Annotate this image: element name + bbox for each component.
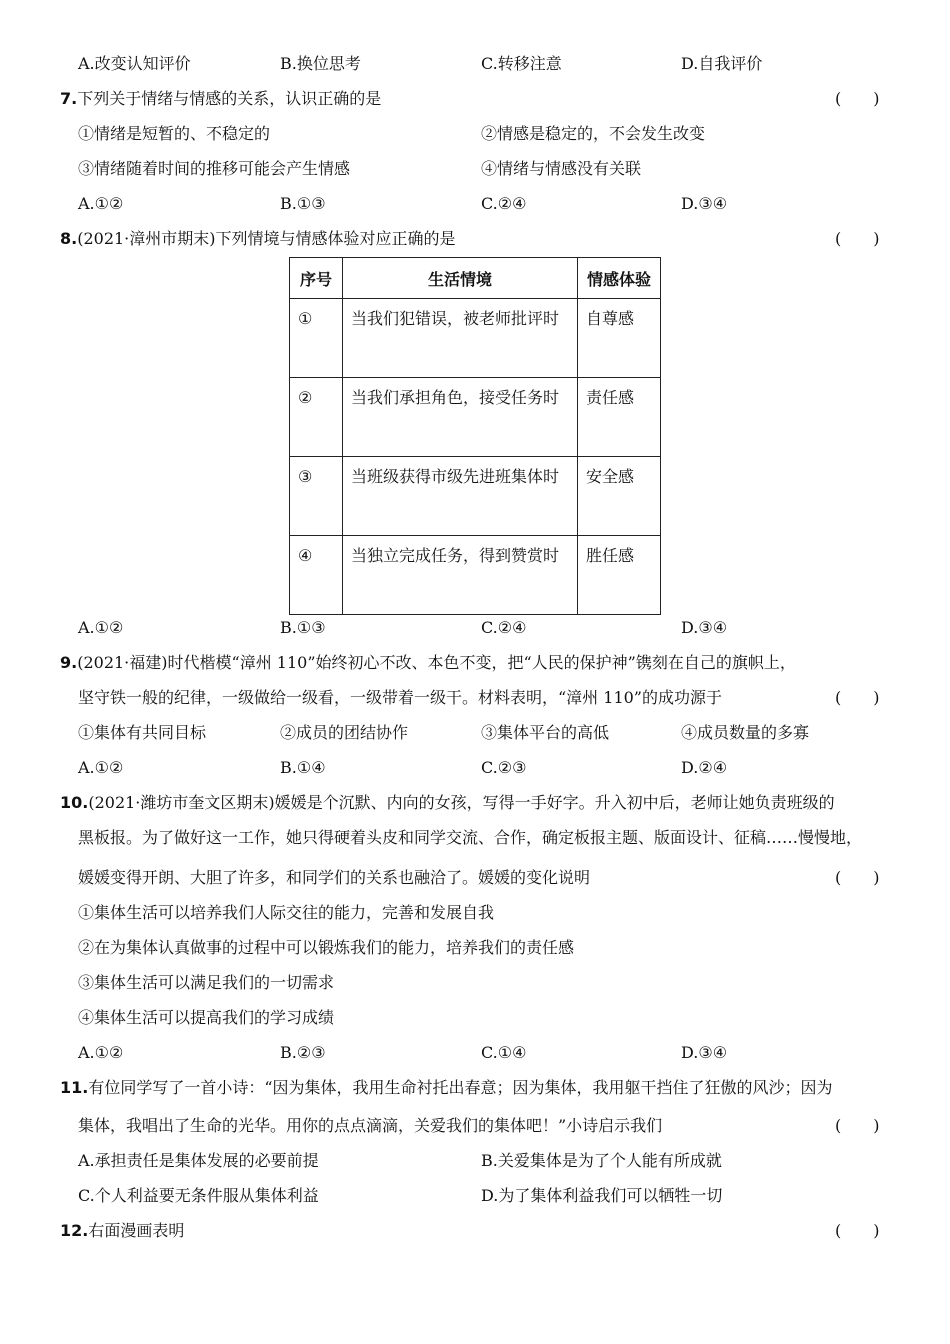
q8-option-b: B.①③ <box>280 618 326 637</box>
q6-option-d: D.自我评价 <box>681 54 763 73</box>
q11-stem-line1 <box>60 1078 833 1098</box>
q7-statement-2: ②情感是稳定的，不会发生改变 <box>481 124 706 143</box>
q9-option-c: C.②③ <box>481 758 527 777</box>
q10-option-b: B.②③ <box>280 1043 326 1062</box>
q7-option-c: C.②④ <box>481 194 527 213</box>
q12-number: 12. <box>60 1221 89 1240</box>
q11-number: 11. <box>60 1078 89 1097</box>
q7-statement-1: ①情绪是短暂的、不稳定的 <box>78 124 271 143</box>
q8-option-a: A.①② <box>78 618 124 637</box>
q7-option-d: D.③④ <box>681 194 728 213</box>
q8-cell-feeling: 自尊感 <box>578 299 661 378</box>
q8-cell-situation: 当班级获得市级先进班集体时 <box>343 457 578 536</box>
q11-option-d: D.为了集体利益我们可以牺牲一切 <box>481 1186 723 1205</box>
q8-option-d: D.③④ <box>681 618 728 637</box>
q10-stem-line3: 媛媛变得开朗、大胆了许多，和同学们的关系也融洽了。媛媛的变化说明 <box>78 868 591 887</box>
q10-statement-4: ④集体生活可以提高我们的学习成绩 <box>78 1008 335 1027</box>
q8-cell-feeling: 胜任感 <box>578 536 661 615</box>
q9-stem-line2: 坚守铁一般的纪律，一级做给一级看，一级带着一级干。材料表明，“漳州 110”的成功源于 <box>78 688 722 707</box>
q6-option-b: B.换位思考 <box>280 54 361 73</box>
q11-answer-paren: ( ) <box>835 1116 880 1135</box>
q8-header-no: 序号 <box>290 258 343 299</box>
q8-stem <box>60 229 456 249</box>
q9-option-a: A.①② <box>78 758 124 777</box>
q7-stem <box>60 89 381 109</box>
table-row <box>290 378 661 457</box>
q10-option-d: D.③④ <box>681 1043 728 1062</box>
q9-statement-1: ①集体有共同目标 <box>78 723 207 742</box>
q8-cell-situation: 当我们犯错误，被老师批评时 <box>343 299 578 378</box>
q8-cell-feeling: 责任感 <box>578 378 661 457</box>
table-row <box>290 299 661 378</box>
q8-cell-feeling: 安全感 <box>578 457 661 536</box>
q12-stem <box>60 1221 184 1241</box>
q11-stem-line2: 集体，我唱出了生命的光华。用你的点点滴滴，关爱我们的集体吧！”小诗启示我们 <box>78 1116 663 1135</box>
q10-stem-line2: 黑板报。为了做好这一工作，她只得硬着头皮和同学交流、合作，确定板报主题、版面设计、征稿……慢慢地， <box>78 828 863 847</box>
q10-option-c: C.①④ <box>481 1043 527 1062</box>
q10-statement-1: ①集体生活可以培养我们人际交往的能力，完善和发展自我 <box>78 903 495 922</box>
q8-table-header-row <box>290 258 661 299</box>
table-row <box>290 536 661 615</box>
q8-cell-no: ③ <box>290 457 343 536</box>
q9-stem-text-1: (2021·福建)时代楷模“漳州 110”始终初心不改、本色不变，把“人民的保护神”镌刻在自己的旗帜上， <box>77 653 796 672</box>
q9-statement-4: ④成员数量的多寡 <box>681 723 810 742</box>
q8-cell-no: ④ <box>290 536 343 615</box>
q9-number: 9. <box>60 653 78 672</box>
q7-statement-4: ④情绪与情感没有关联 <box>481 159 642 178</box>
q11-stem-text-1: 有位同学写了一首小诗：“因为集体，我用生命衬托出春意；因为集体，我用躯干挡住了狂傲的风沙；因为 <box>88 1078 833 1097</box>
q6-option-a: A.改变认知评价 <box>78 54 191 73</box>
q7-statement-3: ③情绪随着时间的推移可能会产生情感 <box>78 159 351 178</box>
q9-answer-paren: ( ) <box>835 688 880 707</box>
q8-cell-situation: 当独立完成任务，得到赞赏时 <box>343 536 578 615</box>
q10-stem-text-1: (2021·潍坊市奎文区期末)媛媛是个沉默、内向的女孩，写得一手好字。升入初中后，老师让她负责班级的 <box>88 793 835 812</box>
q12-stem-text: 右面漫画表明 <box>88 1221 185 1240</box>
table-row <box>290 457 661 536</box>
q7-stem-text: 下列关于情绪与情感的关系，认识正确的是 <box>77 89 382 108</box>
q8-option-c: C.②④ <box>481 618 527 637</box>
q10-statement-3: ③集体生活可以满足我们的一切需求 <box>78 973 335 992</box>
q12-answer-paren: ( ) <box>835 1221 880 1240</box>
q8-header-situation: 生活情境 <box>343 258 578 299</box>
q11-option-b: B.关爱集体是为了个人能有所成就 <box>481 1151 722 1170</box>
q8-table <box>289 257 661 615</box>
q10-stem-line1 <box>60 793 835 813</box>
q8-number: 8. <box>60 229 78 248</box>
q9-stem-line1 <box>60 653 796 673</box>
q8-cell-situation: 当我们承担角色，接受任务时 <box>343 378 578 457</box>
q7-option-a: A.①② <box>78 194 124 213</box>
q7-option-b: B.①③ <box>280 194 326 213</box>
q8-stem-text: (2021·漳州市期末)下列情境与情感体验对应正确的是 <box>77 229 456 248</box>
q10-statement-2: ②在为集体认真做事的过程中可以锻炼我们的能力，培养我们的责任感 <box>78 938 575 957</box>
q8-cell-no: ② <box>290 378 343 457</box>
q9-option-b: B.①④ <box>280 758 326 777</box>
q9-statement-3: ③集体平台的高低 <box>481 723 610 742</box>
q10-answer-paren: ( ) <box>835 868 880 887</box>
q11-option-c: C.个人利益要无条件服从集体利益 <box>78 1186 319 1205</box>
q8-answer-paren: ( ) <box>835 229 880 248</box>
q7-answer-paren: ( ) <box>835 89 880 108</box>
q11-option-a: A.承担责任是集体发展的必要前提 <box>78 1151 319 1170</box>
q8-cell-no: ① <box>290 299 343 378</box>
q7-number: 7. <box>60 89 78 108</box>
q8-header-feeling: 情感体验 <box>578 258 661 299</box>
q10-option-a: A.①② <box>78 1043 124 1062</box>
q10-number: 10. <box>60 793 89 812</box>
q6-option-c: C.转移注意 <box>481 54 562 73</box>
q9-statement-2: ②成员的团结协作 <box>280 723 409 742</box>
q9-option-d: D.②④ <box>681 758 728 777</box>
